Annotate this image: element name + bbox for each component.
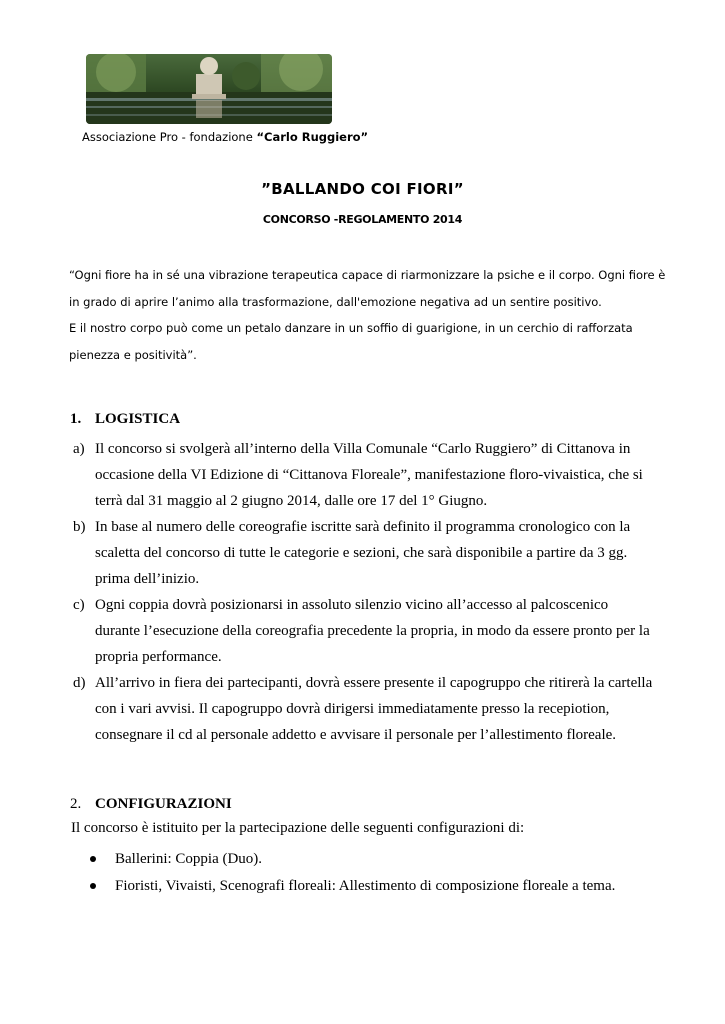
- bullet-icon: [90, 883, 96, 889]
- document-title: ”BALLANDO COI FIORI”: [261, 180, 464, 198]
- bullet-item: [90, 846, 615, 873]
- item-marker: c): [73, 597, 85, 613]
- list-item: [70, 670, 655, 748]
- item-marker: a): [73, 441, 85, 457]
- bullet-text: Ballerini: Coppia (Duo).: [115, 851, 263, 867]
- section-title: LOGISTICA: [95, 411, 181, 427]
- configurazioni-list: [90, 846, 615, 900]
- list-item: [70, 592, 655, 670]
- section-number: 2.: [70, 796, 82, 812]
- org-prefix: Associazione Pro - fondazione: [82, 130, 257, 144]
- header-photo: [86, 54, 332, 124]
- item-text: All’arrivo in fiera dei partecipanti, dovrà essere presente il capogruppo che ritirerà la cartella con i vari avvisi. Il capogruppo dovrà dirigersi immediatamente presso la recepiotion, consegnare il cd al personale addetto e avvisare il personale per l’allestimento floreale.: [95, 675, 653, 743]
- section-number: 1.: [70, 411, 82, 427]
- opening-quote: [69, 262, 669, 368]
- bullet-text: Fioristi, Vivaisti, Scenografi floreali: Allestimento di composizione floreale a tema.: [115, 878, 616, 894]
- document-subtitle: CONCORSO -REGOLAMENTO 2014: [262, 213, 463, 226]
- bullet-icon: [90, 856, 96, 862]
- item-text: Il concorso si svolgerà all’interno della Villa Comunale “Carlo Ruggiero” di Cittanova in occasione della VI Edizione di “Cittanova Floreale”, manifestazione floro-vivaistica, che si terrà dal 31 maggio al 2 giugno 2014, dalle ore 17 del 1° Giugno.: [95, 441, 643, 509]
- list-item: [70, 514, 655, 592]
- item-marker: d): [73, 675, 86, 691]
- org-name: “Carlo Ruggiero”: [256, 130, 369, 144]
- logistica-list: [70, 436, 655, 748]
- item-marker: b): [73, 519, 86, 535]
- item-text: In base al numero delle coreografie iscritte sarà definito il programma cronologico con la scaletta del concorso di tutte le categorie e sezioni, che sarà disponibile a partire da 3 gg. prima dell’inizio.: [95, 519, 631, 587]
- organization-line: [82, 130, 368, 144]
- bullet-item: [90, 873, 615, 900]
- item-text: Ogni coppia dovrà posizionarsi in assoluto silenzio vicino all’accesso al palcoscenico durante l’esecuzione della coreografia precedente la propria, in modo da essere pronto per la propria performance.: [95, 597, 650, 665]
- quote-paragraph: “Ogni fiore ha in sé una vibrazione terapeutica capace di riarmonizzare la psiche e il corpo. Ogni fiore è in grado di aprire l’animo alla trasformazione, dall'emozione negativa ad un sentire positivo.: [69, 268, 666, 309]
- section-intro: Il concorso è istituito per la partecipazione delle seguenti configurazioni di:: [71, 820, 525, 836]
- quote-paragraph: E il nostro corpo può come un petalo danzare in un soffio di guarigione, in un cerchio di rafforzata pienezza e positività”.: [69, 321, 633, 362]
- list-item: [70, 436, 655, 514]
- section-title: CONFIGURAZIONI: [95, 796, 232, 812]
